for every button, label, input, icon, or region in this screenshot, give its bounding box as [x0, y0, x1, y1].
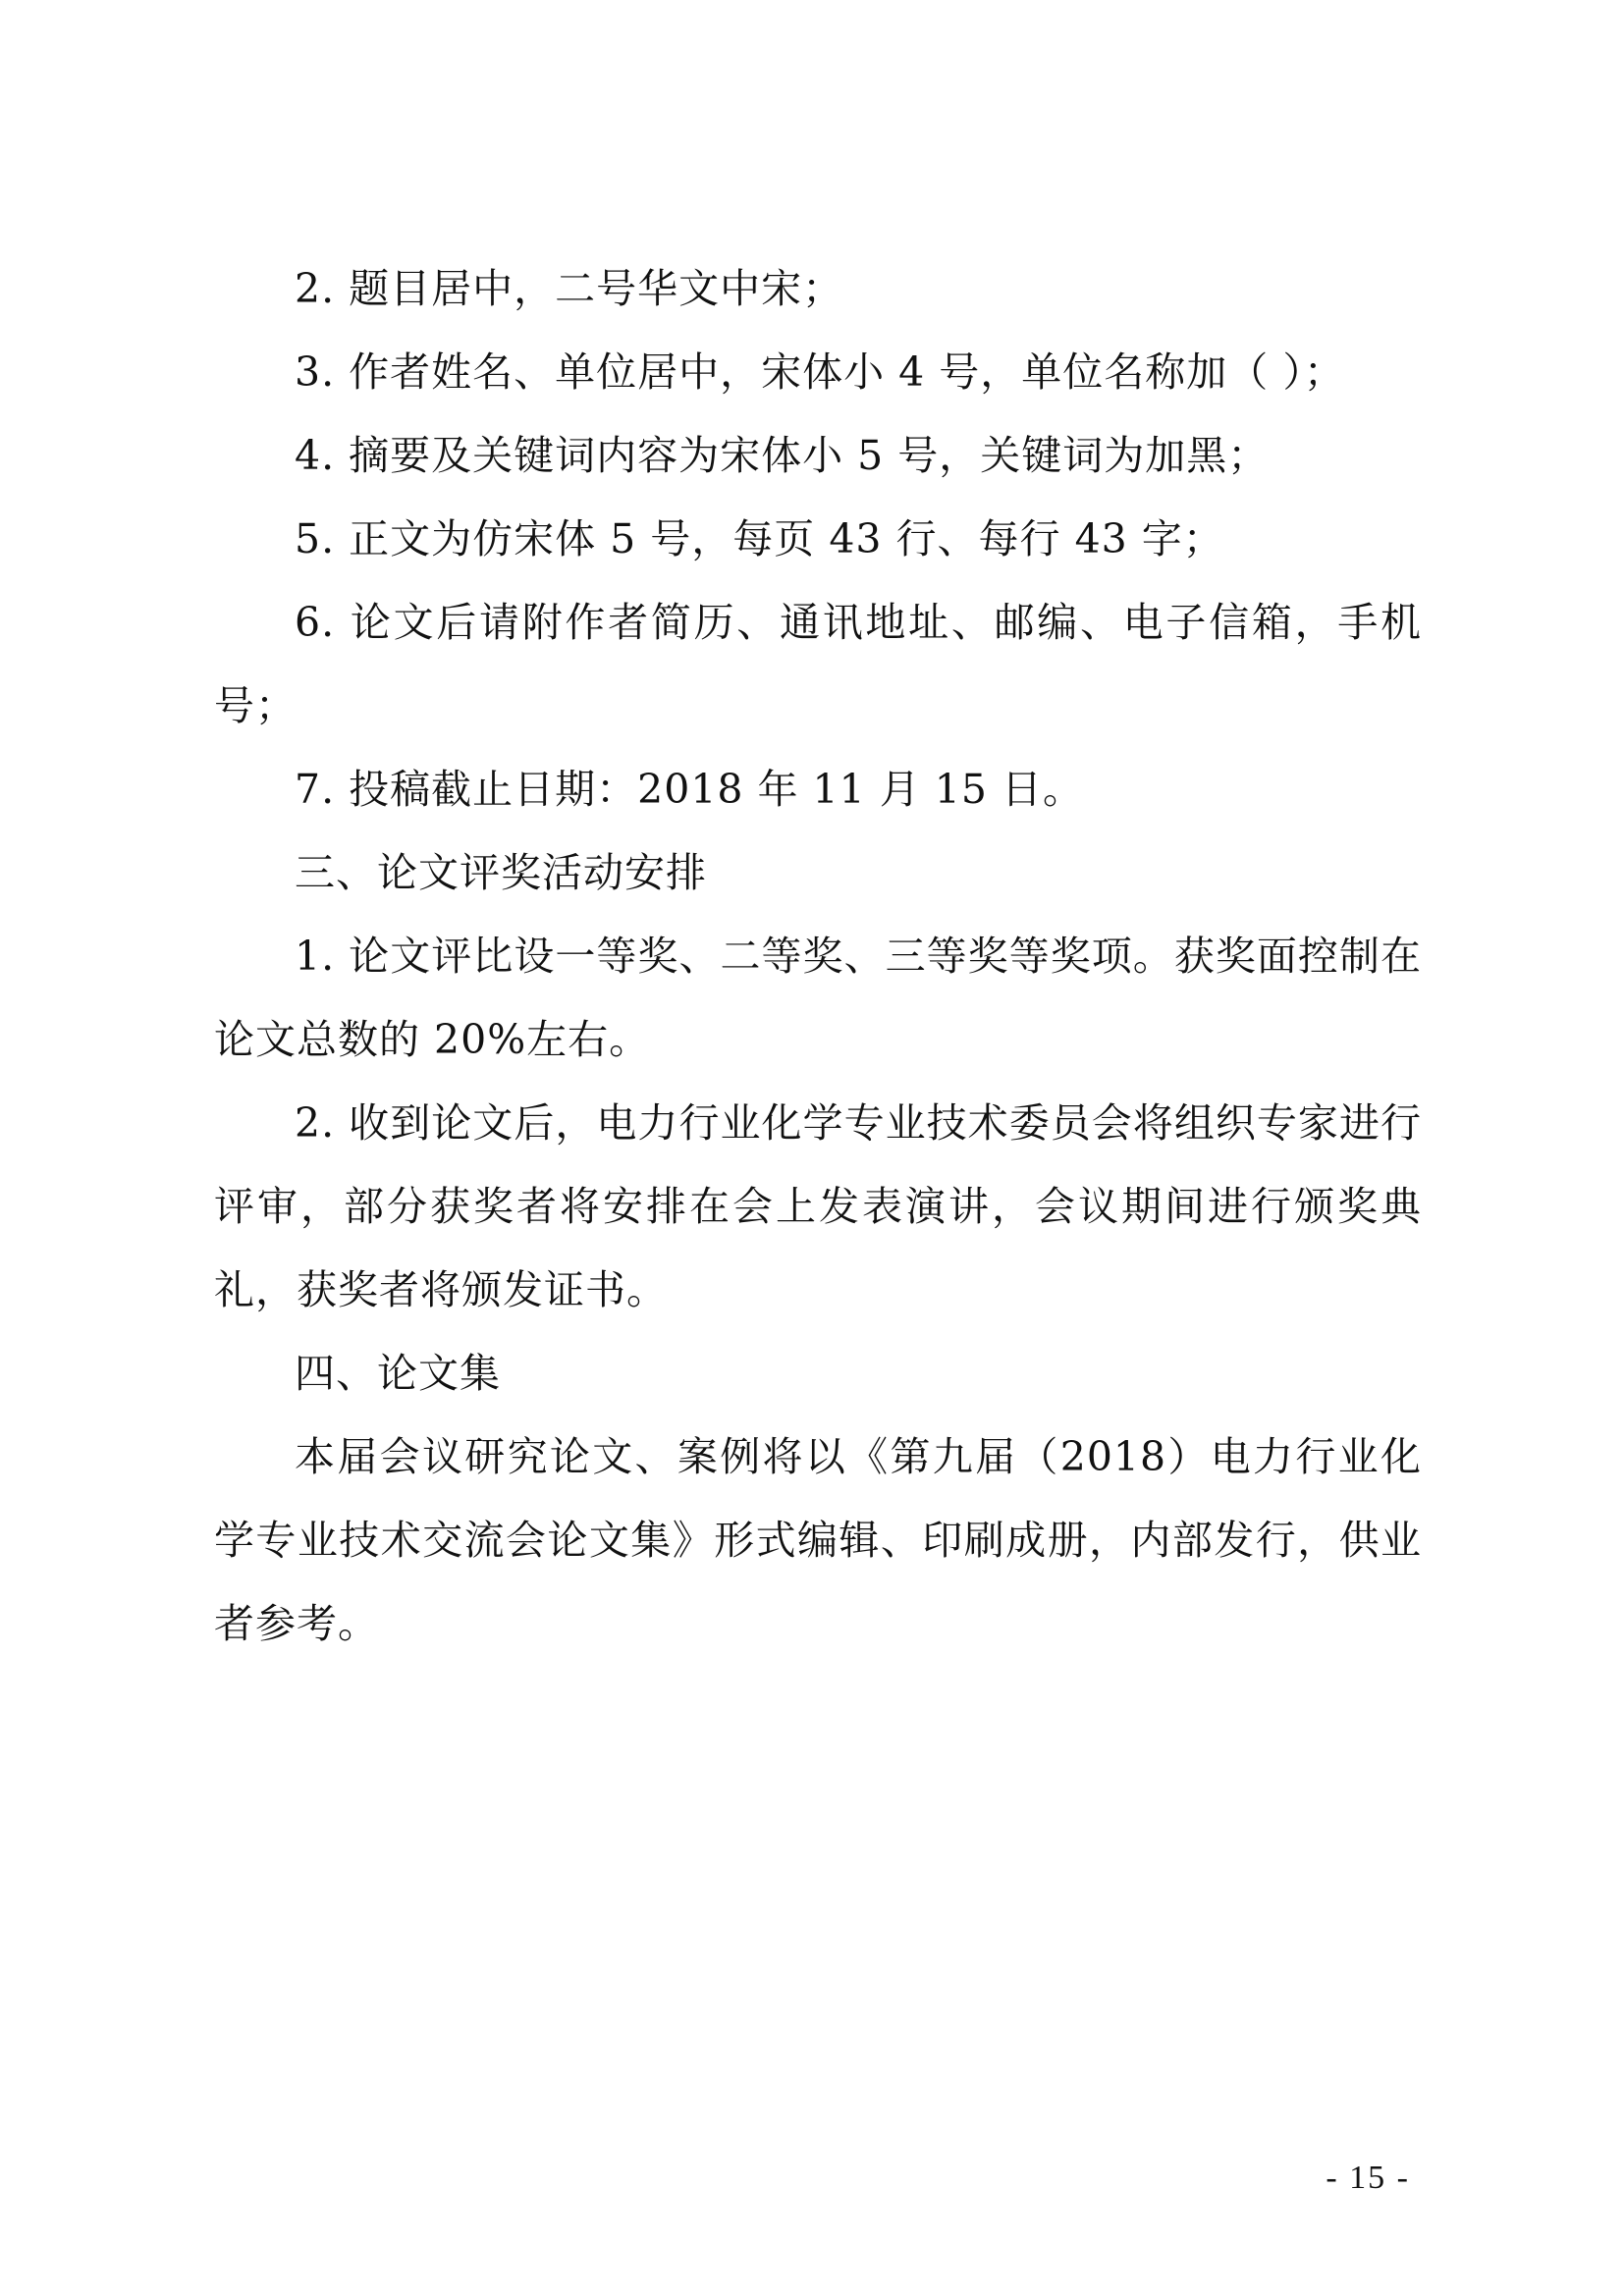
paragraph-deadline: 7. 投稿截止日期：2018 年 11 月 15 日。: [295, 766, 1084, 813]
section-heading-awards: 三、论文评奖活动安排: [295, 849, 707, 896]
paragraph-abstract-format: 4. 摘要及关键词内容为宋体小 5 号，关键词为加黑；: [295, 432, 1270, 479]
document-body: [214, 247, 1422, 1666]
paragraph-author-format: 3. 作者姓名、单位居中，宋体小 4 号，单位名称加（ ）；: [295, 348, 1345, 396]
paragraph-author-info: 6. 论文后请附作者简历、通讯地址、邮编、电子信箱，手机号；: [214, 599, 1422, 729]
paragraph-proceedings: 本届会议研究论文、案例将以《第九届（2018）电力行业化学专业技术交流会论文集》形式编辑、印刷成册，内部发行，供业者参考。: [214, 1433, 1422, 1647]
paragraph-review-process: 2. 收到论文后，电力行业化学专业技术委员会将组织专家进行评审，部分获奖者将安排在会上发表演讲，会议期间进行颁奖典礼，获奖者将颁发证书。: [214, 1099, 1422, 1313]
paragraph-award-levels: 1. 论文评比设一等奖、二等奖、三等奖等奖项。获奖面控制在论文总数的 20%左右。: [214, 933, 1422, 1063]
paragraph-body-format: 5. 正文为仿宋体 5 号，每页 43 行、每行 43 字；: [295, 515, 1224, 562]
page-number: - 15 -: [1326, 2160, 1410, 2196]
paragraph-title-format: 2. 题目居中，二号华文中宋；: [295, 265, 844, 312]
section-heading-proceedings: 四、论文集: [295, 1350, 501, 1397]
